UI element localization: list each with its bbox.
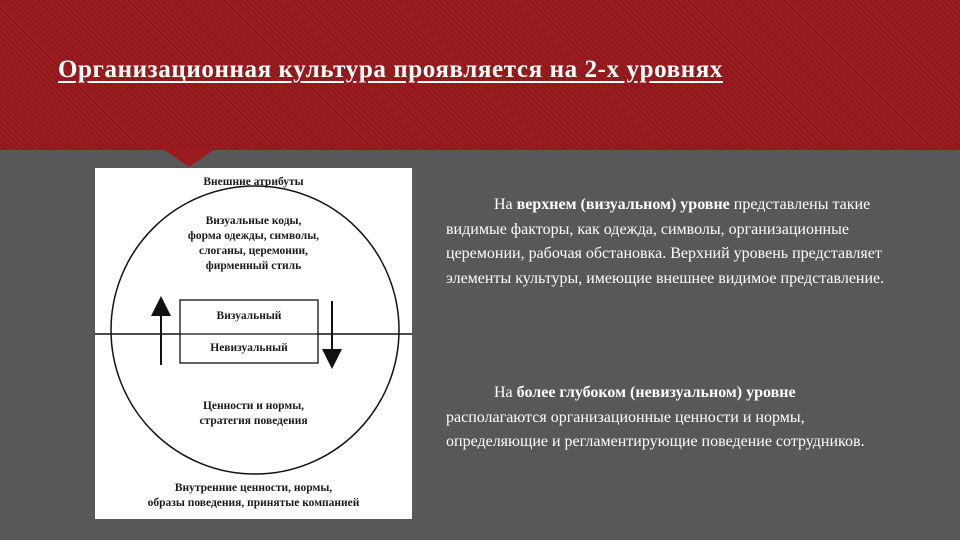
inner-values-line: образы поведения, принятые компанией xyxy=(147,497,360,509)
title-banner xyxy=(0,0,960,150)
values-line: Ценности и нормы, xyxy=(202,400,305,412)
nonvisual-level-paragraph xyxy=(446,381,886,455)
outer-attributes-label: Внешние атрибуты xyxy=(203,176,304,188)
values-label xyxy=(135,399,372,429)
slide-title: Организационная культура проявляется на 2-х уровнях xyxy=(58,56,723,83)
culture-levels-diagram xyxy=(95,168,412,519)
inner-values-label xyxy=(95,481,412,511)
inner-values-line: Внутренние ценности, нормы, xyxy=(174,482,333,494)
visual-paragraph-bold: верхнем (визуальном) уровне xyxy=(516,196,730,213)
visual-codes-line: слоганы, церемонии, xyxy=(198,245,309,257)
visual-paragraph-lead: На xyxy=(494,196,517,213)
visual-paragraph-text: представлены такие видимые факторы, как одежда, символы, организационные церемонии, рабочая обстановка. Верхний уровень представляет элементы культуры, имеющие внешнее видимое представление. xyxy=(446,196,885,287)
visual-level-paragraph xyxy=(446,193,886,291)
nonvisual-paragraph-lead: На xyxy=(494,384,517,401)
visual-codes-label xyxy=(135,214,372,274)
visual-label: Визуальный xyxy=(216,310,282,322)
nonvisual-label: Невизуальный xyxy=(210,342,288,354)
values-line: стратегия поведения xyxy=(199,415,308,427)
visual-codes-line: форма одежды, символы, xyxy=(187,230,320,242)
banner-notch xyxy=(163,149,215,167)
visual-codes-line: фирменный стиль xyxy=(205,260,302,272)
visual-codes-line: Визуальные коды, xyxy=(205,215,302,227)
nonvisual-paragraph-bold: более глубоком (невизуальном) уровне xyxy=(516,384,796,401)
nonvisual-paragraph-text: располагаются организационные ценности и нормы, определяющие и регламентирующие поведение сотрудников. xyxy=(446,408,865,450)
